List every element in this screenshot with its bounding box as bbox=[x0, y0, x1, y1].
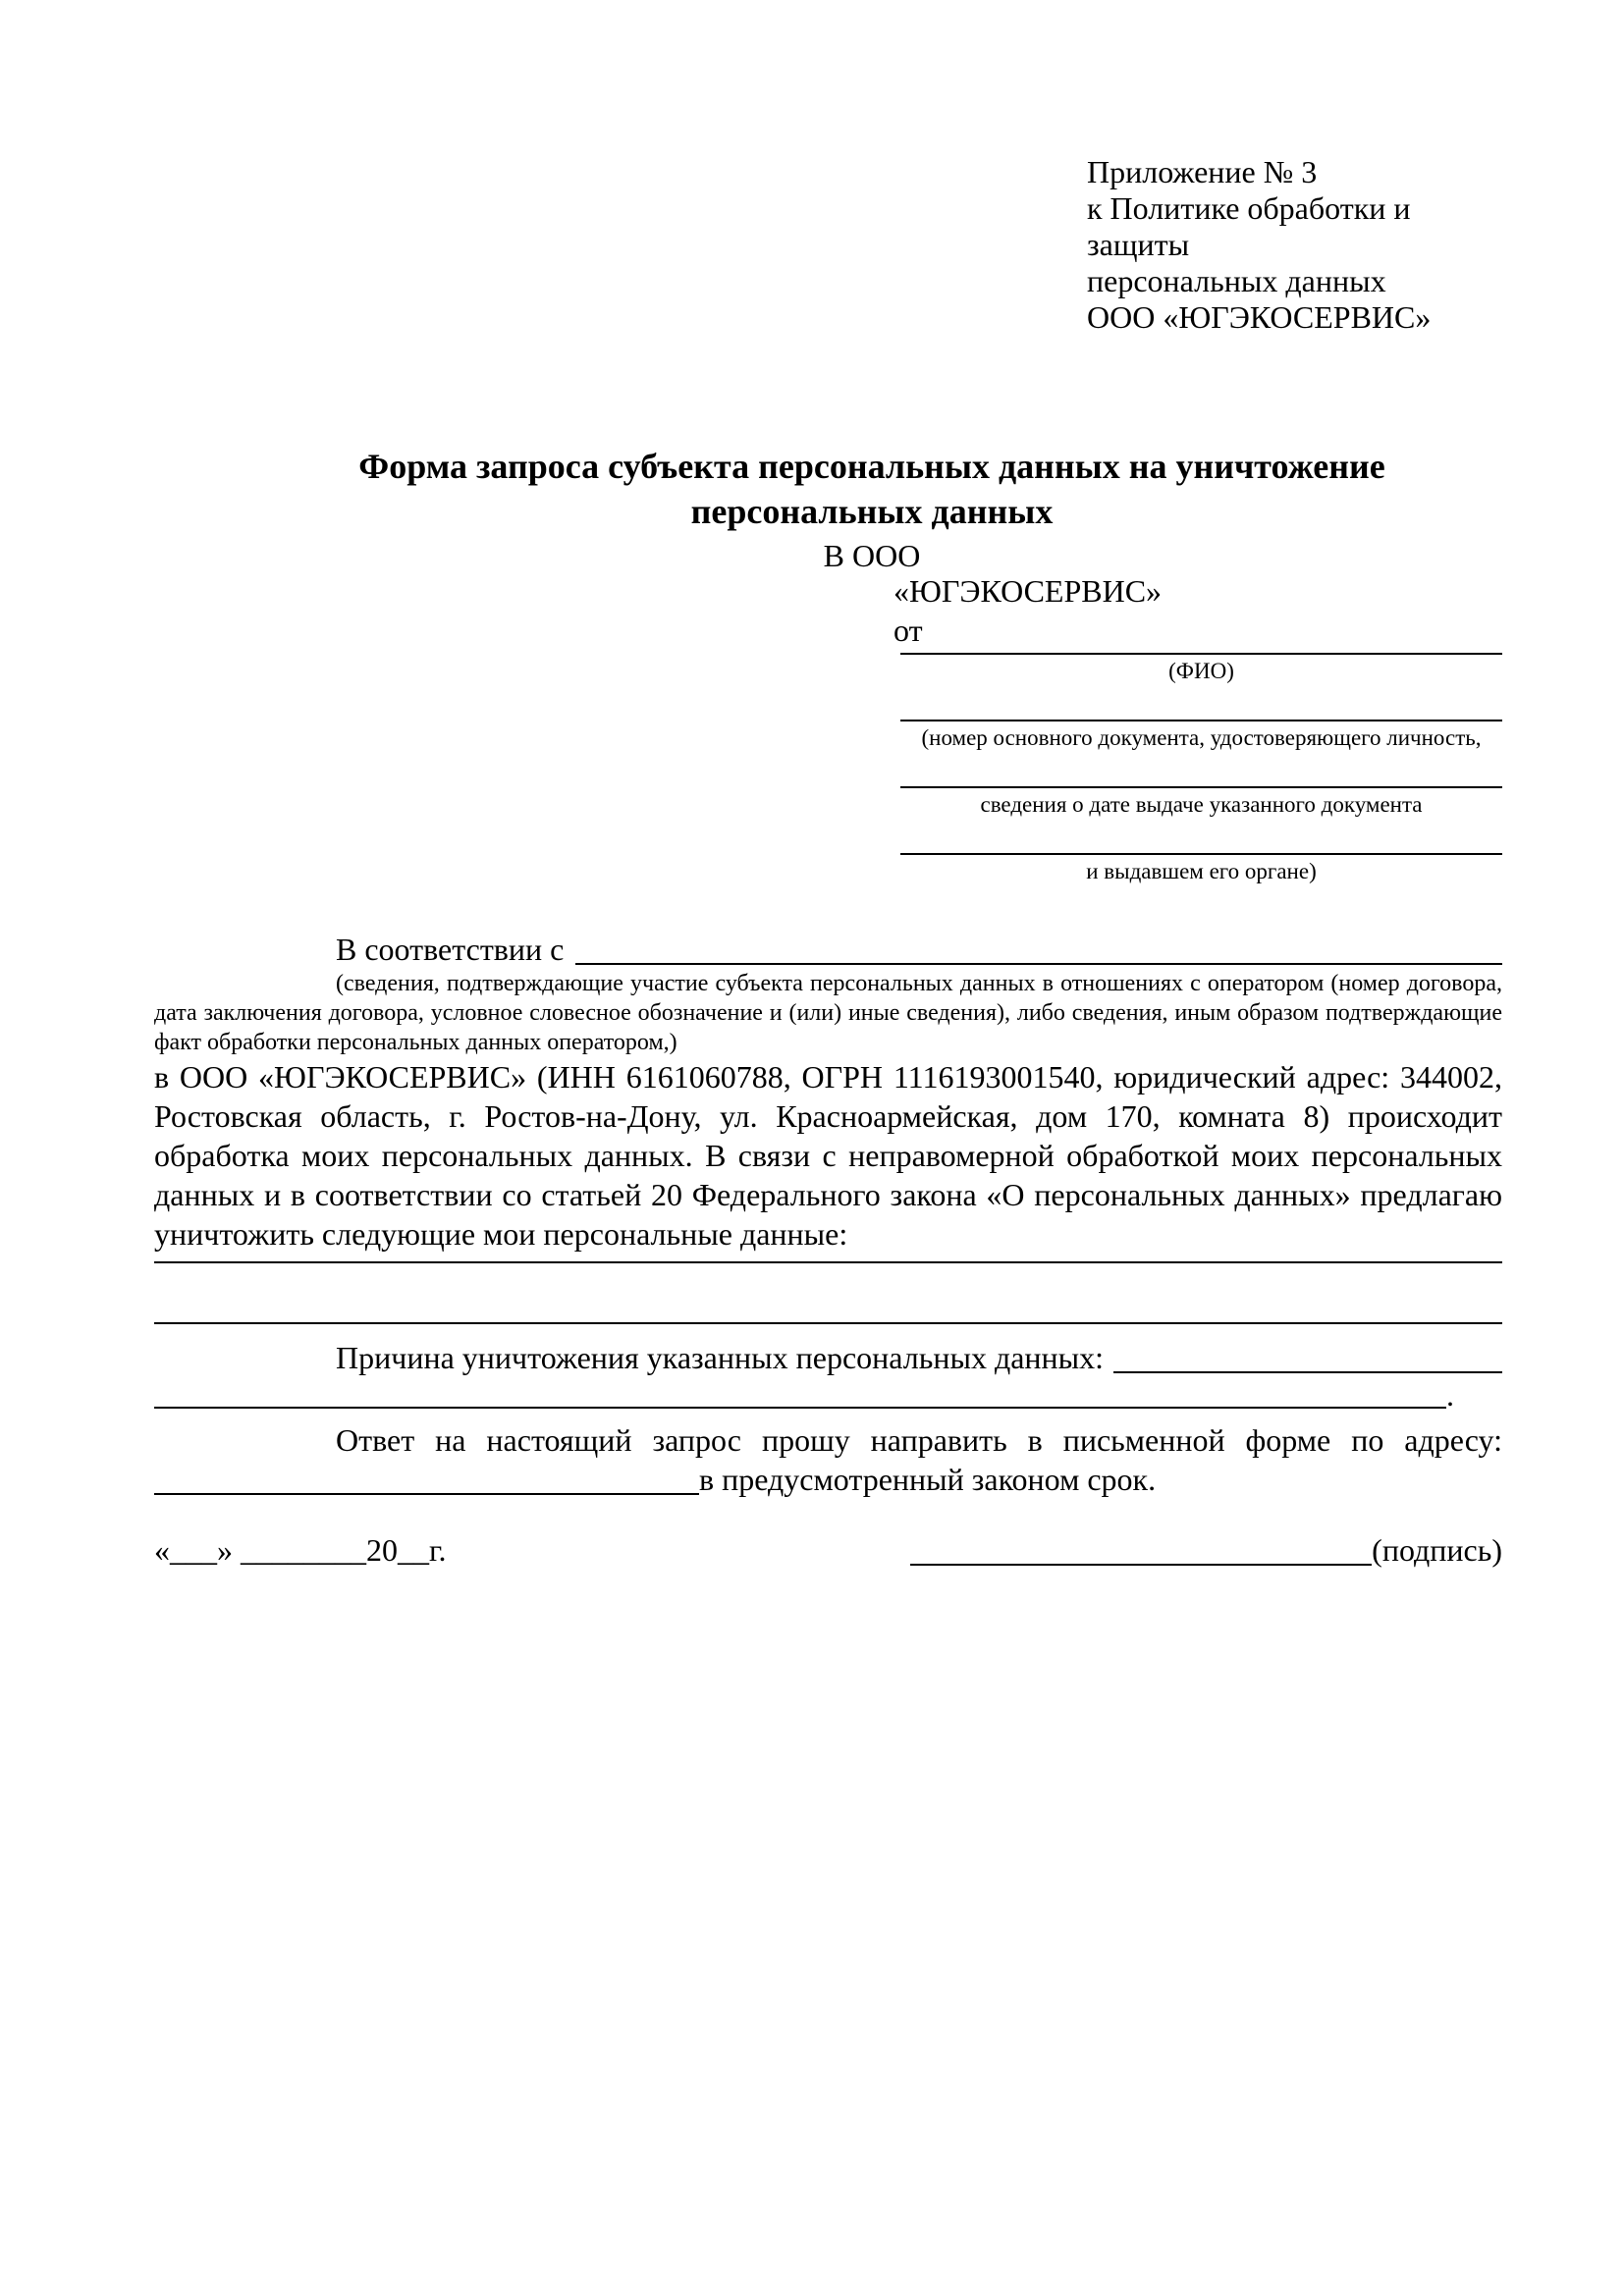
accordance-lead: В соответствии с bbox=[336, 932, 565, 967]
personal-data-blank-line-2 bbox=[154, 1322, 1502, 1324]
issuing-authority-caption: и выдавшем его органе) bbox=[1086, 859, 1317, 883]
response-address-row bbox=[154, 1460, 1502, 1499]
appendix-block bbox=[1087, 154, 1502, 336]
reason-continuation-row bbox=[154, 1377, 1502, 1413]
addressee-from: от bbox=[893, 613, 923, 648]
signature-group bbox=[910, 1530, 1502, 1570]
addressee-in-ooo: В ООО bbox=[823, 538, 921, 573]
request-paragraph: в ООО «ЮГЭКОСЕРВИС» (ИНН 6161060788, ОГРН 1116193001540, юридический адрес: 344002, Ростовская область, г. Ростов-на-Дону, ул. Красноармейская, дом 170, комната 8) происходит обработка моих персональных данных. В связи с неправомерной обработкой моих персональных данных и в соответствии со статьей 20 Федерального закона «О персональных данных» предлагаю уничтожить следующие мои персональные данные: bbox=[154, 1059, 1502, 1252]
reason-row bbox=[154, 1338, 1502, 1377]
address-blank-line bbox=[154, 1460, 699, 1495]
signature-blank-line bbox=[910, 1564, 1372, 1566]
response-tail: в предусмотренный законом срок. bbox=[699, 1462, 1157, 1497]
accordance-note: (сведения, подтверждающие участие субъекта персональных данных в отношениях с оператором (номер договора, дата заключения договора, условное словесное обозначение и (или) иные сведения), либо сведения, иным образом подтверждающие факт обработки персональных данных оператором,) bbox=[154, 971, 1502, 1055]
reason-blank-line bbox=[1113, 1338, 1502, 1373]
page-title: Форма запроса субъекта персональных данных на уничтожение персональных данных bbox=[358, 447, 1385, 531]
addressee-company: «ЮГЭКОСЕРВИС» bbox=[893, 573, 1163, 609]
reason-period: . bbox=[1446, 1377, 1454, 1413]
signature-row bbox=[154, 1530, 1502, 1570]
reason-blank-line-2 bbox=[154, 1377, 1446, 1409]
signature-caption: (подпись) bbox=[1372, 1532, 1502, 1568]
field-fio bbox=[900, 653, 1502, 684]
response-lead-paragraph: Ответ на настоящий запрос прошу направить в письменной форме по адресу: bbox=[336, 1422, 1502, 1458]
field-issue-date bbox=[900, 786, 1502, 818]
accordance-row bbox=[154, 930, 1502, 969]
issue-date-caption: сведения о дате выдаче указанного документа bbox=[980, 792, 1423, 817]
field-issuing-authority bbox=[900, 853, 1502, 884]
field-document-number bbox=[900, 720, 1502, 751]
appendix-line-4: ООО «ЮГЭКОСЕРВИС» bbox=[1087, 299, 1432, 335]
appendix-line-2: к Политике обработки и защиты bbox=[1087, 190, 1411, 262]
appendix-line-1: Приложение № 3 bbox=[1087, 154, 1318, 189]
date-field: «___» ________20__г. bbox=[154, 1532, 447, 1568]
reason-label: Причина уничтожения указанных персональных данных: bbox=[336, 1340, 1105, 1375]
fio-caption: (ФИО) bbox=[1168, 659, 1234, 683]
personal-data-blank-line-1 bbox=[154, 1261, 1502, 1263]
title-block bbox=[242, 444, 1502, 575]
appendix-line-3: персональных данных bbox=[1087, 263, 1386, 298]
document-number-caption: (номер основного документа, удостоверяющего личность, bbox=[921, 725, 1482, 750]
applicant-info-fields bbox=[900, 653, 1502, 884]
accordance-blank-line bbox=[575, 930, 1502, 965]
